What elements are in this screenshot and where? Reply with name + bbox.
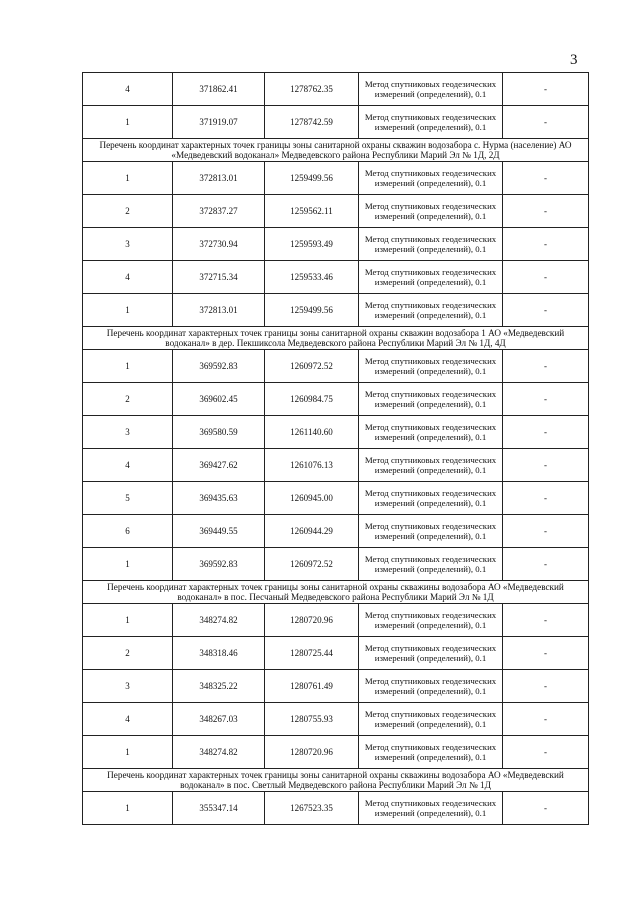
y-coordinate-cell-text: 1261140.60 bbox=[290, 427, 333, 437]
error-cell-text: - bbox=[544, 615, 547, 625]
y-coordinate-cell-text: 1260972.52 bbox=[290, 361, 333, 371]
method-cell bbox=[359, 416, 503, 449]
method-cell-text: Метод спутниковых геодезических измерений (определений), 0.1 bbox=[364, 388, 497, 409]
point-number-cell bbox=[83, 350, 173, 383]
error-cell-text: - bbox=[544, 272, 547, 282]
point-number-cell bbox=[83, 482, 173, 515]
y-coordinate-cell bbox=[265, 604, 359, 637]
x-coordinate-cell bbox=[173, 637, 265, 670]
point-number-cell-text: 3 bbox=[125, 681, 130, 691]
error-cell-text: - bbox=[544, 427, 547, 437]
method-cell-text: Метод спутниковых геодезических измерений (определений), 0.1 bbox=[364, 520, 497, 541]
y-coordinate-cell bbox=[265, 73, 359, 106]
method-cell bbox=[359, 261, 503, 294]
method-cell-text: Метод спутниковых геодезических измерений (определений), 0.1 bbox=[364, 797, 497, 818]
method-cell-text: Метод спутниковых геодезических измерений (определений), 0.1 bbox=[364, 553, 497, 574]
y-coordinate-cell-text: 1280725.44 bbox=[290, 648, 333, 658]
section-caption: Перечень координат характерных точек границы зоны санитарной охраны скважин водозабора 1 АО «Медведевский водоканал» в дер. Пекшиксола Медведевского района Республики Марий Эл № 1Д, 4Д bbox=[83, 327, 589, 350]
error-cell bbox=[503, 548, 589, 581]
table-row bbox=[83, 604, 589, 637]
error-cell-text: - bbox=[544, 747, 547, 757]
method-cell bbox=[359, 106, 503, 139]
point-number-cell-text: 5 bbox=[125, 493, 130, 503]
y-coordinate-cell bbox=[265, 670, 359, 703]
section-caption: Перечень координат характерных точек границы зоны санитарной охраны скважины водозабора АО «Медведевский водоканал» в пос. Песчаный Медведевского района Республики Марий Эл № 1Д bbox=[83, 581, 589, 604]
method-cell bbox=[359, 350, 503, 383]
method-cell-text: Метод спутниковых геодезических измерений (определений), 0.1 bbox=[364, 675, 497, 696]
method-cell-text: Метод спутниковых геодезических измерений (определений), 0.1 bbox=[364, 454, 497, 475]
method-cell-text: Метод спутниковых геодезических измерений (определений), 0.1 bbox=[364, 708, 497, 729]
method-cell bbox=[359, 294, 503, 327]
x-coordinate-cell bbox=[173, 670, 265, 703]
x-coordinate-cell bbox=[173, 548, 265, 581]
table-row bbox=[83, 449, 589, 482]
point-number-cell-text: 2 bbox=[125, 394, 130, 404]
y-coordinate-cell bbox=[265, 350, 359, 383]
method-cell bbox=[359, 449, 503, 482]
method-cell-text: Метод спутниковых геодезических измерений (определений), 0.1 bbox=[364, 609, 497, 630]
table-row bbox=[83, 515, 589, 548]
error-cell bbox=[503, 670, 589, 703]
x-coordinate-cell-text: 372730.94 bbox=[199, 239, 238, 249]
method-cell bbox=[359, 162, 503, 195]
x-coordinate-cell bbox=[173, 792, 265, 825]
error-cell-text: - bbox=[544, 206, 547, 216]
error-cell bbox=[503, 416, 589, 449]
method-cell bbox=[359, 383, 503, 416]
y-coordinate-cell-text: 1280755.93 bbox=[290, 714, 333, 724]
error-cell bbox=[503, 294, 589, 327]
method-cell bbox=[359, 703, 503, 736]
point-number-cell bbox=[83, 228, 173, 261]
x-coordinate-cell-text: 372813.01 bbox=[199, 173, 238, 183]
table-row bbox=[83, 548, 589, 581]
point-number-cell bbox=[83, 449, 173, 482]
y-coordinate-cell-text: 1267523.35 bbox=[290, 803, 333, 813]
point-number-cell-text: 4 bbox=[125, 272, 130, 282]
table-row bbox=[83, 703, 589, 736]
y-coordinate-cell-text: 1280720.96 bbox=[290, 615, 333, 625]
x-coordinate-cell bbox=[173, 383, 265, 416]
y-coordinate-cell-text: 1259499.56 bbox=[290, 173, 333, 183]
point-number-cell-text: 4 bbox=[125, 460, 130, 470]
error-cell-text: - bbox=[544, 305, 547, 315]
point-number-cell-text: 6 bbox=[125, 526, 130, 536]
x-coordinate-cell bbox=[173, 261, 265, 294]
y-coordinate-cell-text: 1259499.56 bbox=[290, 305, 333, 315]
table-row bbox=[83, 383, 589, 416]
method-cell-text: Метод спутниковых геодезических измерений (определений), 0.1 bbox=[364, 200, 497, 221]
table-row bbox=[83, 670, 589, 703]
method-cell bbox=[359, 670, 503, 703]
x-coordinate-cell-text: 348274.82 bbox=[199, 615, 238, 625]
method-cell bbox=[359, 73, 503, 106]
x-coordinate-cell-text: 369592.83 bbox=[199, 559, 238, 569]
error-cell-text: - bbox=[544, 460, 547, 470]
x-coordinate-cell-text: 372837.27 bbox=[199, 206, 238, 216]
method-cell-text: Метод спутниковых геодезических измерений (определений), 0.1 bbox=[364, 233, 497, 254]
method-cell bbox=[359, 736, 503, 769]
error-cell bbox=[503, 637, 589, 670]
y-coordinate-cell-text: 1260972.52 bbox=[290, 559, 333, 569]
method-cell-text: Метод спутниковых геодезических измерений (определений), 0.1 bbox=[364, 78, 497, 99]
point-number-cell bbox=[83, 548, 173, 581]
point-number-cell-text: 1 bbox=[125, 803, 130, 813]
y-coordinate-cell bbox=[265, 261, 359, 294]
error-cell-text: - bbox=[544, 526, 547, 536]
x-coordinate-cell bbox=[173, 195, 265, 228]
point-number-cell bbox=[83, 604, 173, 637]
error-cell bbox=[503, 604, 589, 637]
table-row bbox=[83, 416, 589, 449]
y-coordinate-cell bbox=[265, 792, 359, 825]
table-row bbox=[83, 261, 589, 294]
error-cell bbox=[503, 106, 589, 139]
error-cell bbox=[503, 736, 589, 769]
y-coordinate-cell bbox=[265, 106, 359, 139]
y-coordinate-cell bbox=[265, 449, 359, 482]
table-row bbox=[83, 350, 589, 383]
error-cell bbox=[503, 228, 589, 261]
point-number-cell bbox=[83, 261, 173, 294]
method-cell-text: Метод спутниковых геодезических измерений (определений), 0.1 bbox=[364, 266, 497, 287]
y-coordinate-cell bbox=[265, 703, 359, 736]
y-coordinate-cell bbox=[265, 515, 359, 548]
point-number-cell-text: 1 bbox=[125, 173, 130, 183]
method-cell-text: Метод спутниковых геодезических измерений (определений), 0.1 bbox=[364, 355, 497, 376]
error-cell-text: - bbox=[544, 559, 547, 569]
x-coordinate-cell-text: 369580.59 bbox=[199, 427, 238, 437]
table-row bbox=[83, 294, 589, 327]
point-number-cell bbox=[83, 736, 173, 769]
point-number-cell bbox=[83, 670, 173, 703]
table-row bbox=[83, 792, 589, 825]
x-coordinate-cell-text: 355347.14 bbox=[199, 803, 238, 813]
method-cell-text: Метод спутниковых геодезических измерений (определений), 0.1 bbox=[364, 741, 497, 762]
error-cell-text: - bbox=[544, 117, 547, 127]
y-coordinate-cell bbox=[265, 548, 359, 581]
y-coordinate-cell-text: 1260945.00 bbox=[290, 493, 333, 503]
section-caption-row bbox=[83, 139, 589, 162]
y-coordinate-cell bbox=[265, 383, 359, 416]
error-cell bbox=[503, 482, 589, 515]
x-coordinate-cell-text: 369449.55 bbox=[199, 526, 238, 536]
table-row bbox=[83, 195, 589, 228]
point-number-cell bbox=[83, 637, 173, 670]
point-number-cell-text: 2 bbox=[125, 206, 130, 216]
x-coordinate-cell-text: 369602.45 bbox=[199, 394, 238, 404]
y-coordinate-cell-text: 1260944.29 bbox=[290, 526, 333, 536]
error-cell bbox=[503, 792, 589, 825]
x-coordinate-cell-text: 369592.83 bbox=[199, 361, 238, 371]
y-coordinate-cell-text: 1280761.49 bbox=[290, 681, 333, 691]
error-cell-text: - bbox=[544, 84, 547, 94]
error-cell-text: - bbox=[544, 239, 547, 249]
method-cell bbox=[359, 792, 503, 825]
x-coordinate-cell bbox=[173, 294, 265, 327]
x-coordinate-cell bbox=[173, 416, 265, 449]
y-coordinate-cell bbox=[265, 294, 359, 327]
error-cell bbox=[503, 383, 589, 416]
method-cell-text: Метод спутниковых геодезических измерений (определений), 0.1 bbox=[364, 299, 497, 320]
x-coordinate-cell bbox=[173, 106, 265, 139]
table-row bbox=[83, 162, 589, 195]
method-cell bbox=[359, 228, 503, 261]
table-row bbox=[83, 228, 589, 261]
point-number-cell-text: 3 bbox=[125, 239, 130, 249]
point-number-cell bbox=[83, 515, 173, 548]
point-number-cell bbox=[83, 383, 173, 416]
x-coordinate-cell bbox=[173, 162, 265, 195]
point-number-cell bbox=[83, 162, 173, 195]
method-cell bbox=[359, 637, 503, 670]
x-coordinate-cell-text: 348267.03 bbox=[199, 714, 238, 724]
x-coordinate-cell bbox=[173, 703, 265, 736]
x-coordinate-cell bbox=[173, 350, 265, 383]
point-number-cell-text: 4 bbox=[125, 84, 130, 94]
x-coordinate-cell-text: 369427.62 bbox=[199, 460, 238, 470]
point-number-cell-text: 1 bbox=[125, 559, 130, 569]
x-coordinate-cell bbox=[173, 736, 265, 769]
point-number-cell-text: 1 bbox=[125, 747, 130, 757]
y-coordinate-cell-text: 1259533.46 bbox=[290, 272, 333, 282]
section-caption: Перечень координат характерных точек границы зоны санитарной охраны скважины водозабора АО «Медведевский водоканал» в пос. Светлый Медведевского района Республики Марий Эл № 1Д bbox=[83, 769, 589, 792]
method-cell bbox=[359, 195, 503, 228]
point-number-cell bbox=[83, 703, 173, 736]
method-cell bbox=[359, 548, 503, 581]
x-coordinate-cell-text: 348318.46 bbox=[199, 648, 238, 658]
point-number-cell bbox=[83, 195, 173, 228]
y-coordinate-cell-text: 1261076.13 bbox=[290, 460, 333, 470]
y-coordinate-cell bbox=[265, 637, 359, 670]
section-caption-row bbox=[83, 581, 589, 604]
error-cell bbox=[503, 515, 589, 548]
x-coordinate-cell-text: 369435.63 bbox=[199, 493, 238, 503]
coordinates-table bbox=[82, 72, 589, 825]
table-row bbox=[83, 736, 589, 769]
method-cell-text: Метод спутниковых геодезических измерений (определений), 0.1 bbox=[364, 167, 497, 188]
error-cell bbox=[503, 195, 589, 228]
y-coordinate-cell-text: 1278762.35 bbox=[290, 84, 333, 94]
error-cell-text: - bbox=[544, 714, 547, 724]
section-caption-row bbox=[83, 769, 589, 792]
point-number-cell-text: 4 bbox=[125, 714, 130, 724]
page-number: 3 bbox=[570, 52, 578, 68]
error-cell-text: - bbox=[544, 361, 547, 371]
x-coordinate-cell bbox=[173, 482, 265, 515]
error-cell bbox=[503, 73, 589, 106]
x-coordinate-cell-text: 348325.22 bbox=[199, 681, 238, 691]
point-number-cell-text: 3 bbox=[125, 427, 130, 437]
error-cell-text: - bbox=[544, 803, 547, 813]
table-row bbox=[83, 482, 589, 515]
error-cell bbox=[503, 350, 589, 383]
point-number-cell bbox=[83, 106, 173, 139]
y-coordinate-cell bbox=[265, 162, 359, 195]
error-cell-text: - bbox=[544, 394, 547, 404]
y-coordinate-cell bbox=[265, 736, 359, 769]
method-cell bbox=[359, 604, 503, 637]
table-row bbox=[83, 73, 589, 106]
table-row bbox=[83, 106, 589, 139]
x-coordinate-cell-text: 348274.82 bbox=[199, 747, 238, 757]
method-cell-text: Метод спутниковых геодезических измерений (определений), 0.1 bbox=[364, 642, 497, 663]
point-number-cell bbox=[83, 294, 173, 327]
section-caption-row bbox=[83, 327, 589, 350]
y-coordinate-cell-text: 1280720.96 bbox=[290, 747, 333, 757]
y-coordinate-cell-text: 1259562.11 bbox=[290, 206, 333, 216]
y-coordinate-cell-text: 1259593.49 bbox=[290, 239, 333, 249]
y-coordinate-cell bbox=[265, 482, 359, 515]
point-number-cell-text: 1 bbox=[125, 615, 130, 625]
point-number-cell bbox=[83, 792, 173, 825]
x-coordinate-cell-text: 371919.07 bbox=[199, 117, 238, 127]
method-cell-text: Метод спутниковых геодезических измерений (определений), 0.1 bbox=[364, 111, 497, 132]
error-cell bbox=[503, 449, 589, 482]
x-coordinate-cell bbox=[173, 604, 265, 637]
error-cell-text: - bbox=[544, 681, 547, 691]
method-cell bbox=[359, 482, 503, 515]
method-cell bbox=[359, 515, 503, 548]
error-cell-text: - bbox=[544, 493, 547, 503]
coordinates-table-body bbox=[83, 73, 589, 825]
point-number-cell-text: 1 bbox=[125, 361, 130, 371]
x-coordinate-cell bbox=[173, 228, 265, 261]
x-coordinate-cell-text: 371862.41 bbox=[199, 84, 238, 94]
section-caption: Перечень координат характерных точек границы зоны санитарной охраны скважин водозабора с. Нурма (население) АО «Медведевский водоканал» Медведевского района Республики Марий Эл № 1Д, 2Д bbox=[83, 139, 589, 162]
point-number-cell-text: 1 bbox=[125, 305, 130, 315]
x-coordinate-cell bbox=[173, 73, 265, 106]
error-cell bbox=[503, 261, 589, 294]
y-coordinate-cell bbox=[265, 195, 359, 228]
method-cell-text: Метод спутниковых геодезических измерений (определений), 0.1 bbox=[364, 421, 497, 442]
x-coordinate-cell bbox=[173, 449, 265, 482]
y-coordinate-cell bbox=[265, 228, 359, 261]
error-cell bbox=[503, 703, 589, 736]
point-number-cell bbox=[83, 416, 173, 449]
point-number-cell-text: 2 bbox=[125, 648, 130, 658]
y-coordinate-cell bbox=[265, 416, 359, 449]
method-cell-text: Метод спутниковых геодезических измерений (определений), 0.1 bbox=[364, 487, 497, 508]
error-cell bbox=[503, 162, 589, 195]
x-coordinate-cell bbox=[173, 515, 265, 548]
y-coordinate-cell-text: 1278742.59 bbox=[290, 117, 333, 127]
x-coordinate-cell-text: 372813.01 bbox=[199, 305, 238, 315]
point-number-cell-text: 1 bbox=[125, 117, 130, 127]
error-cell-text: - bbox=[544, 173, 547, 183]
point-number-cell bbox=[83, 73, 173, 106]
x-coordinate-cell-text: 372715.34 bbox=[199, 272, 238, 282]
y-coordinate-cell-text: 1260984.75 bbox=[290, 394, 333, 404]
table-row bbox=[83, 637, 589, 670]
error-cell-text: - bbox=[544, 648, 547, 658]
